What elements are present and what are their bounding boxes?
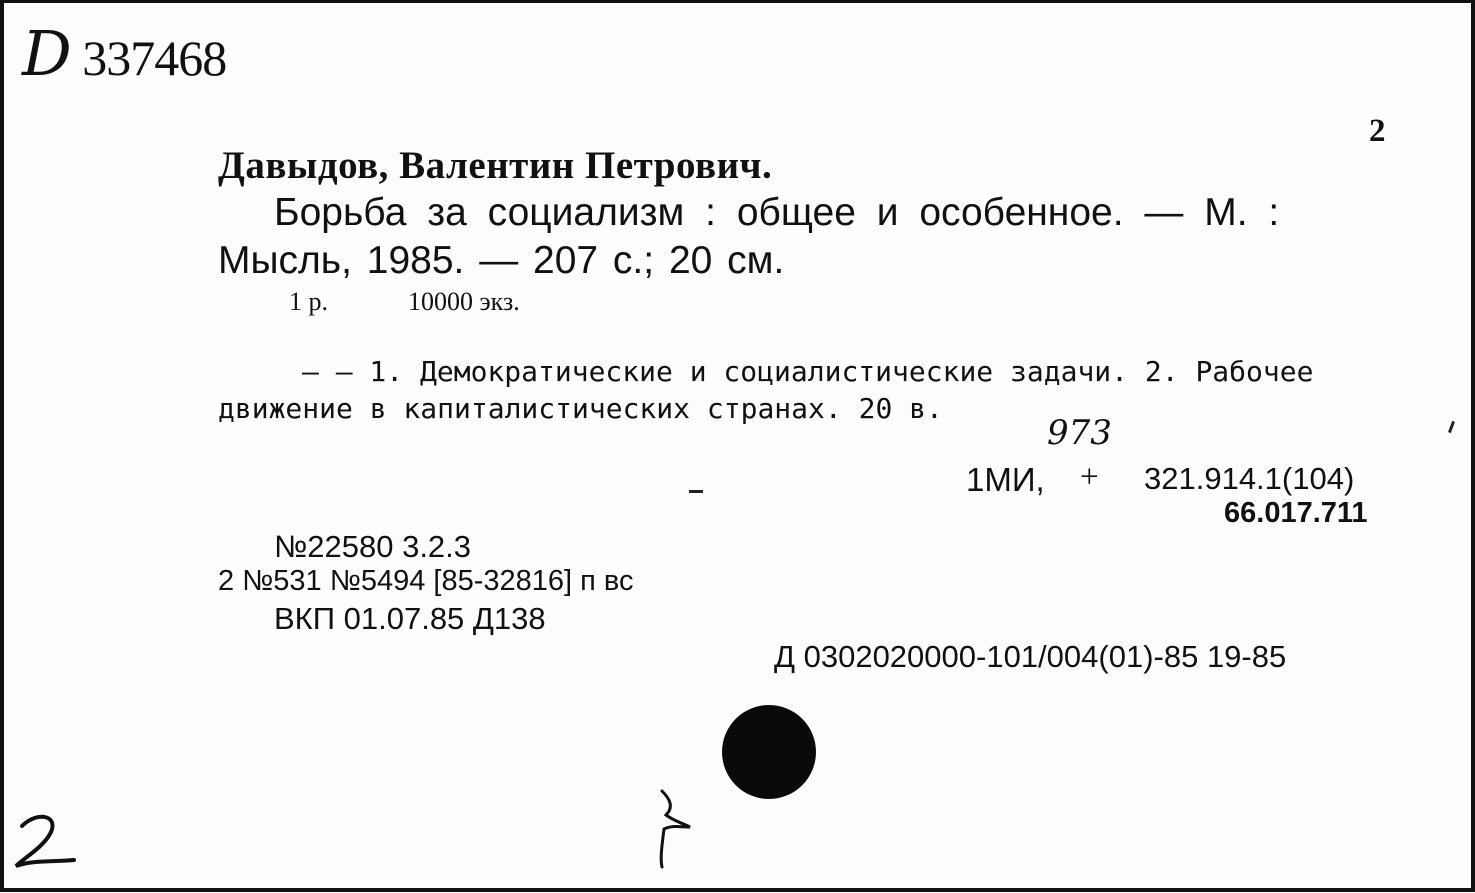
classification-plus: + — [1080, 459, 1099, 495]
handwritten-signature-mark — [652, 785, 702, 875]
vkp-line: ВКП 01.07.85 Д138 — [274, 601, 546, 636]
copies-count: 10000 экз. — [408, 287, 520, 316]
handwritten-shelf-number: 973 — [1047, 413, 1112, 453]
order-number: №22580 3.2.3 — [274, 529, 472, 564]
bbk-index: 66.017.711 — [1224, 497, 1368, 529]
print-run-line: 2 №531 №5494 [85-32816] п вс — [218, 565, 634, 597]
inventory-number — [22, 17, 226, 90]
author-heading: Давыдов, Валентин Петрович. — [218, 144, 773, 187]
publisher-code: Д 0302020000-101/004(01)-85 19-85 — [774, 639, 1287, 674]
classification-code: 1МИ, — [966, 461, 1045, 498]
ink-speck — [689, 490, 703, 493]
subjects-line-1: — — 1. Демократические и социалистические задачи. 2. Рабочее — [302, 355, 1314, 388]
inventory-prefix: D — [22, 17, 71, 90]
subjects-line-2: движение в капиталистических странах. 20 в. — [218, 392, 943, 425]
ink-speck — [1448, 421, 1455, 433]
title-line-2: Мысль, 1985. — 207 с.; 20 см. — [218, 239, 785, 282]
punch-hole — [722, 705, 816, 799]
card-count: 2 — [1369, 113, 1386, 149]
udk-index: 321.914.1(104) — [1144, 461, 1355, 496]
inventory-number-value: 337468 — [82, 30, 227, 86]
price: 1 р. — [289, 287, 328, 316]
handwritten-corner-mark — [8, 808, 88, 878]
title-line-1: Борьба за социализм : общее и особенное. — М. : — [274, 191, 1280, 234]
